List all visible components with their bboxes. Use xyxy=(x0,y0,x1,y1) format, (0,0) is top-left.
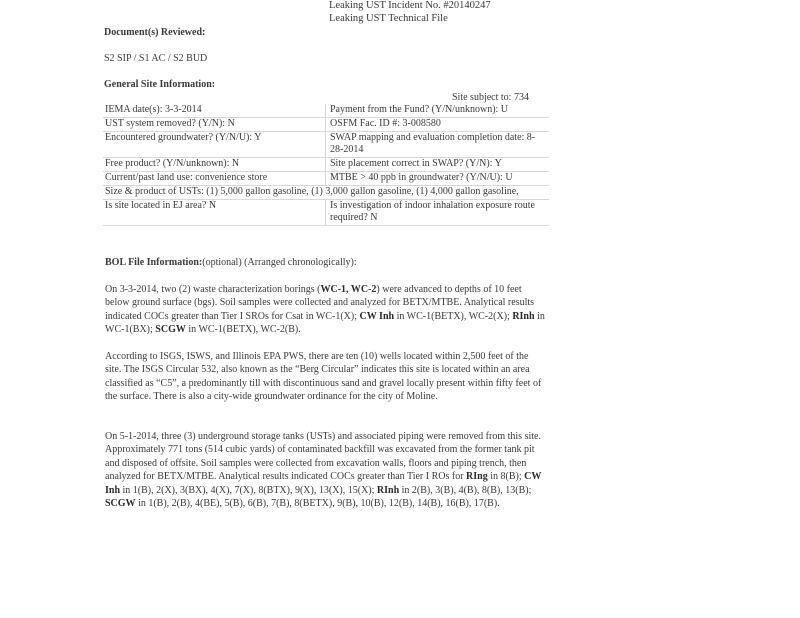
ust-removed: UST system removed? (Y/N): N xyxy=(103,118,326,132)
bol-heading-note: (optional) (Arranged chronologically): xyxy=(202,257,357,268)
ust-size-product: Size & product of USTs: (1) 5,000 gallon gasoline, (1) 3,000 gallon gasoline, (1) 4,000 gallon gasoline, xyxy=(103,186,549,200)
site-subject-to: Site subject to: 734 xyxy=(452,92,529,103)
documents-list: S2 SIP / S1 AC / S2 BUD xyxy=(104,53,208,64)
p1-rinh: RInh xyxy=(512,310,535,322)
p3-rinh: RInh xyxy=(376,484,400,496)
table-row xyxy=(103,104,549,118)
mtbe-groundwater: MTBE > 40 ppb in groundwater? (Y/N/U): U xyxy=(326,172,550,186)
land-use: Current/past land use: convenience store xyxy=(103,172,326,186)
p3-text-i: in 1(B), 2(B), 4(BE), 5(B), 6(B), 7(B), 8(BETX), 9(B), 10(B), 12(B), 14(B), 16(B), 17(B). xyxy=(135,498,500,510)
general-site-heading: General Site Information: xyxy=(104,79,216,90)
p3-cw-inh: CW Inh xyxy=(105,471,542,496)
p1-scgw: SCGW xyxy=(155,324,186,336)
table-row xyxy=(103,158,549,172)
table-row xyxy=(103,200,549,226)
p1-text-i: in WC-1(BETX), WC-2(B). xyxy=(185,324,301,336)
p1-cw-inh: CW Inh xyxy=(359,310,395,322)
free-product: Free product? (Y/N/unknown): N xyxy=(103,158,326,172)
documents-reviewed-heading: Document(s) Reviewed: xyxy=(104,27,206,38)
osfm-fac-id: OSFM Fac. ID #: 3-008580 xyxy=(326,118,550,132)
p3-text-e: in 1(B), 2(X), 3(BX), 4(X), 7(X), 8(BTX), 9(X), 13(X), 15(X); xyxy=(120,484,377,496)
table-row xyxy=(103,118,549,132)
p3-text-a: On 5-1-2014, three (3) underground storage tanks (USTs) and associated piping were removed from this site. Approximately 771 tons (514 cubic yards) of contaminated backfill was excavated from the former tank pit and disposed of offsite. Soil samples were collected from excavation walls, floors and piping trench, then analyzed for BETX/MTBE. Analytical results indicated COCs greater than Tier I ROs for xyxy=(105,431,541,483)
bol-paragraph-3 xyxy=(105,430,545,510)
indoor-inhalation: Is investigation of indoor inhalation exposure route required? N xyxy=(326,200,550,226)
incident-number: Leaking UST Incident No. #20140247 xyxy=(329,0,491,11)
p1-borings: WC-1, WC-2 xyxy=(320,284,377,295)
p3-scgw: SCGW xyxy=(105,498,136,510)
bol-heading: BOL File Information: xyxy=(105,257,203,268)
bol-heading-line xyxy=(105,257,357,268)
p1-text-a: On 3-3-2014, two (2) waste characterization borings ( xyxy=(105,284,321,295)
swap-placement: Site placement correct in SWAP? (Y/N): Y xyxy=(326,158,550,172)
encountered-groundwater: Encountered groundwater? (Y/N/U): Y xyxy=(103,132,326,158)
p1-text-g: in WC-1(BX); xyxy=(105,310,545,336)
bol-paragraph-2: According to ISGS, ISWS, and Illinois EPA PWS, there are ten (10) wells located within 2,500 feet of the site. The ISGS Circular 532, also known as the “Berg Circular” indicates this site is located within an area classified as “C5”, a predominantly till with discontinuous sand and gravel locally present within fifty feet of the surface. There is also a city-wide groundwater ordinance for the city of Moline. xyxy=(105,351,542,403)
table-row xyxy=(103,132,549,158)
p3-text-g: in 2(B), 3(B), 4(B), 8(B), 13(B); xyxy=(399,484,532,496)
swap-mapping: SWAP mapping and evaluation completion date: 8-28-2014 xyxy=(326,132,550,158)
p1-text-c: ) were advanced to depths of 10 feet below ground surface (bgs). Soil samples were collected and analyzed for BETX/MTBE. Analytical results indicated COCs greater than Tier I SROs for Csat in WC-1(X); xyxy=(105,284,535,322)
technical-file-title: Leaking UST Technical File xyxy=(329,13,448,24)
table-row xyxy=(103,172,549,186)
p3-ring: RIng xyxy=(466,471,488,483)
general-site-table xyxy=(103,104,549,226)
ej-area: Is site located in EJ area? N xyxy=(103,200,326,226)
p1-text-e: in WC-1(BETX), WC-2(X); xyxy=(394,310,513,322)
table-row xyxy=(103,186,549,200)
bol-paragraph-1 xyxy=(105,283,545,337)
iema-date: IEMA date(s): 3-3-2014 xyxy=(103,104,326,118)
p3-text-c: in 8(B); xyxy=(487,471,525,483)
fund-payment: Payment from the Fund? (Y/N/unknown): U xyxy=(326,104,550,118)
